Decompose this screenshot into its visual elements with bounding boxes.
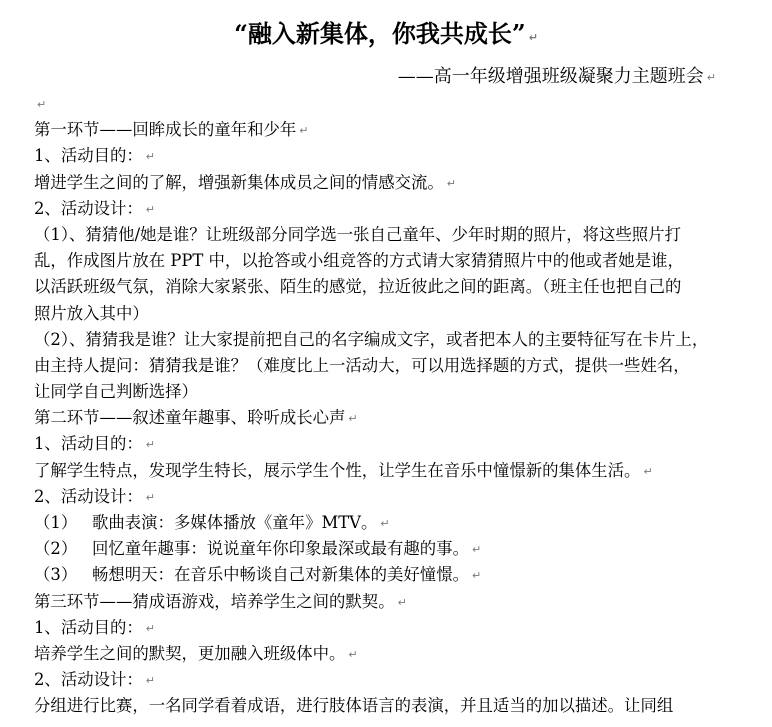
paragraph-mark-icon: ↵ [299, 124, 309, 138]
paragraph-mark-icon: ↵ [643, 464, 653, 478]
paragraph-mark-icon: ↵ [446, 176, 456, 190]
section-1-design-p1-line4: 照片放入其中） [34, 303, 149, 323]
paragraph-mark-icon: ↵ [348, 412, 358, 426]
section-1-design-p1-line1: （1）、猜猜他/她是谁？让班级部分同学选一张自己童年、少年时期的照片，将这些照片打 [34, 224, 681, 244]
document-body [34, 91, 740, 720]
paragraph-mark-icon: ↵ [37, 98, 47, 111]
section-1-goal-label: 1、活动目的： ↵ [34, 146, 155, 166]
paragraph-mark-icon: ↵ [471, 543, 482, 557]
section-3-design-text: 分组进行比赛，一名同学看着成语，进行肢体语言的表演，并且适当的加以描述。让同组 [34, 696, 674, 716]
paragraph-mark-icon: ↵ [145, 490, 155, 504]
section-2-design-item-3: （3） 畅想明天：在音乐中畅谈自己对新集体的美好憧憬。 ↵ [34, 565, 482, 585]
paragraph-mark-icon: ↵ [380, 517, 390, 530]
paragraph-mark-icon: ↵ [528, 31, 538, 44]
paragraph-mark-icon: ↵ [348, 647, 358, 661]
section-2-heading: 第二环节——叙述童年趣事、聆听成长心声 ↵ [34, 408, 358, 428]
section-1-design-p1-line3: 以活跃班级气氛，消除大家紧张、陌生的感觉，拉近彼此之间的距离。（班主任也把自己的 [34, 277, 682, 297]
section-1-design-p1-line2: 乱，作成图片放在 PPT 中，以抢答或小组竞答的方式请大家猜猜照片中的他或者她是谁， [34, 251, 684, 271]
paragraph-mark-icon: ↵ [145, 621, 155, 635]
empty-paragraph [34, 91, 740, 117]
section-1-design-p2-line3: 让同学自己判断选择） [34, 382, 198, 402]
section-2-design-item-2: （2） 回忆童年趣事：说说童年你印象最深或最有趣的事。 ↵ [34, 539, 482, 559]
paragraph-mark-icon: ↵ [145, 438, 155, 452]
document-subtitle: ——高一年级增强班级凝聚力主题班会 ↵ [397, 66, 716, 87]
document-title: “融入新集体，你我共成长” ↵ [234, 19, 538, 48]
section-2-design-label: 2、活动设计： ↵ [34, 486, 155, 506]
section-3-heading: 第三环节——猜成语游戏，培养学生之间的默契。 ↵ [34, 591, 407, 611]
section-2-design-item-1: （1） 歌曲表演：多媒体播放《童年》MTV。 ↵ [34, 513, 390, 532]
section-1-heading: 第一环节——回眸成长的童年和少年 ↵ [34, 120, 309, 140]
section-1-design-p2-line1: （2）、猜猜我是谁？让大家提前把自己的名字编成文字，或者把本人的主要特征写在卡片上， [34, 329, 709, 349]
section-1-design-p2-line2: 由主持人提问：猜猜我是谁？（难度比上一活动大，可以用选择题的方式，提供一些姓名， [34, 355, 690, 375]
section-1-goal-text: 增进学生之间的了解，增强新集体成员之间的情感交流。 ↵ [34, 172, 456, 192]
section-3-goal-text: 培养学生之间的默契，更加融入班级体中。 ↵ [34, 643, 358, 663]
paragraph-mark-icon: ↵ [706, 71, 716, 84]
section-3-design-label: 2、活动设计： ↵ [34, 670, 155, 690]
section-2-goal-text: 了解学生特点，发现学生特长，展示学生个性，让学生在音乐中憧憬新的集体生活。 ↵ [34, 460, 653, 480]
paragraph-mark-icon: ↵ [145, 202, 155, 216]
paragraph-mark-icon: ↵ [471, 569, 482, 583]
paragraph-mark-icon: ↵ [145, 150, 155, 164]
paragraph-mark-icon: ↵ [145, 674, 155, 688]
section-3-goal-label: 1、活动目的： ↵ [34, 617, 155, 637]
paragraph-mark-icon: ↵ [397, 595, 407, 609]
section-1-design-label: 2、活动设计： ↵ [34, 198, 155, 218]
section-2-goal-label: 1、活动目的： ↵ [34, 434, 155, 454]
